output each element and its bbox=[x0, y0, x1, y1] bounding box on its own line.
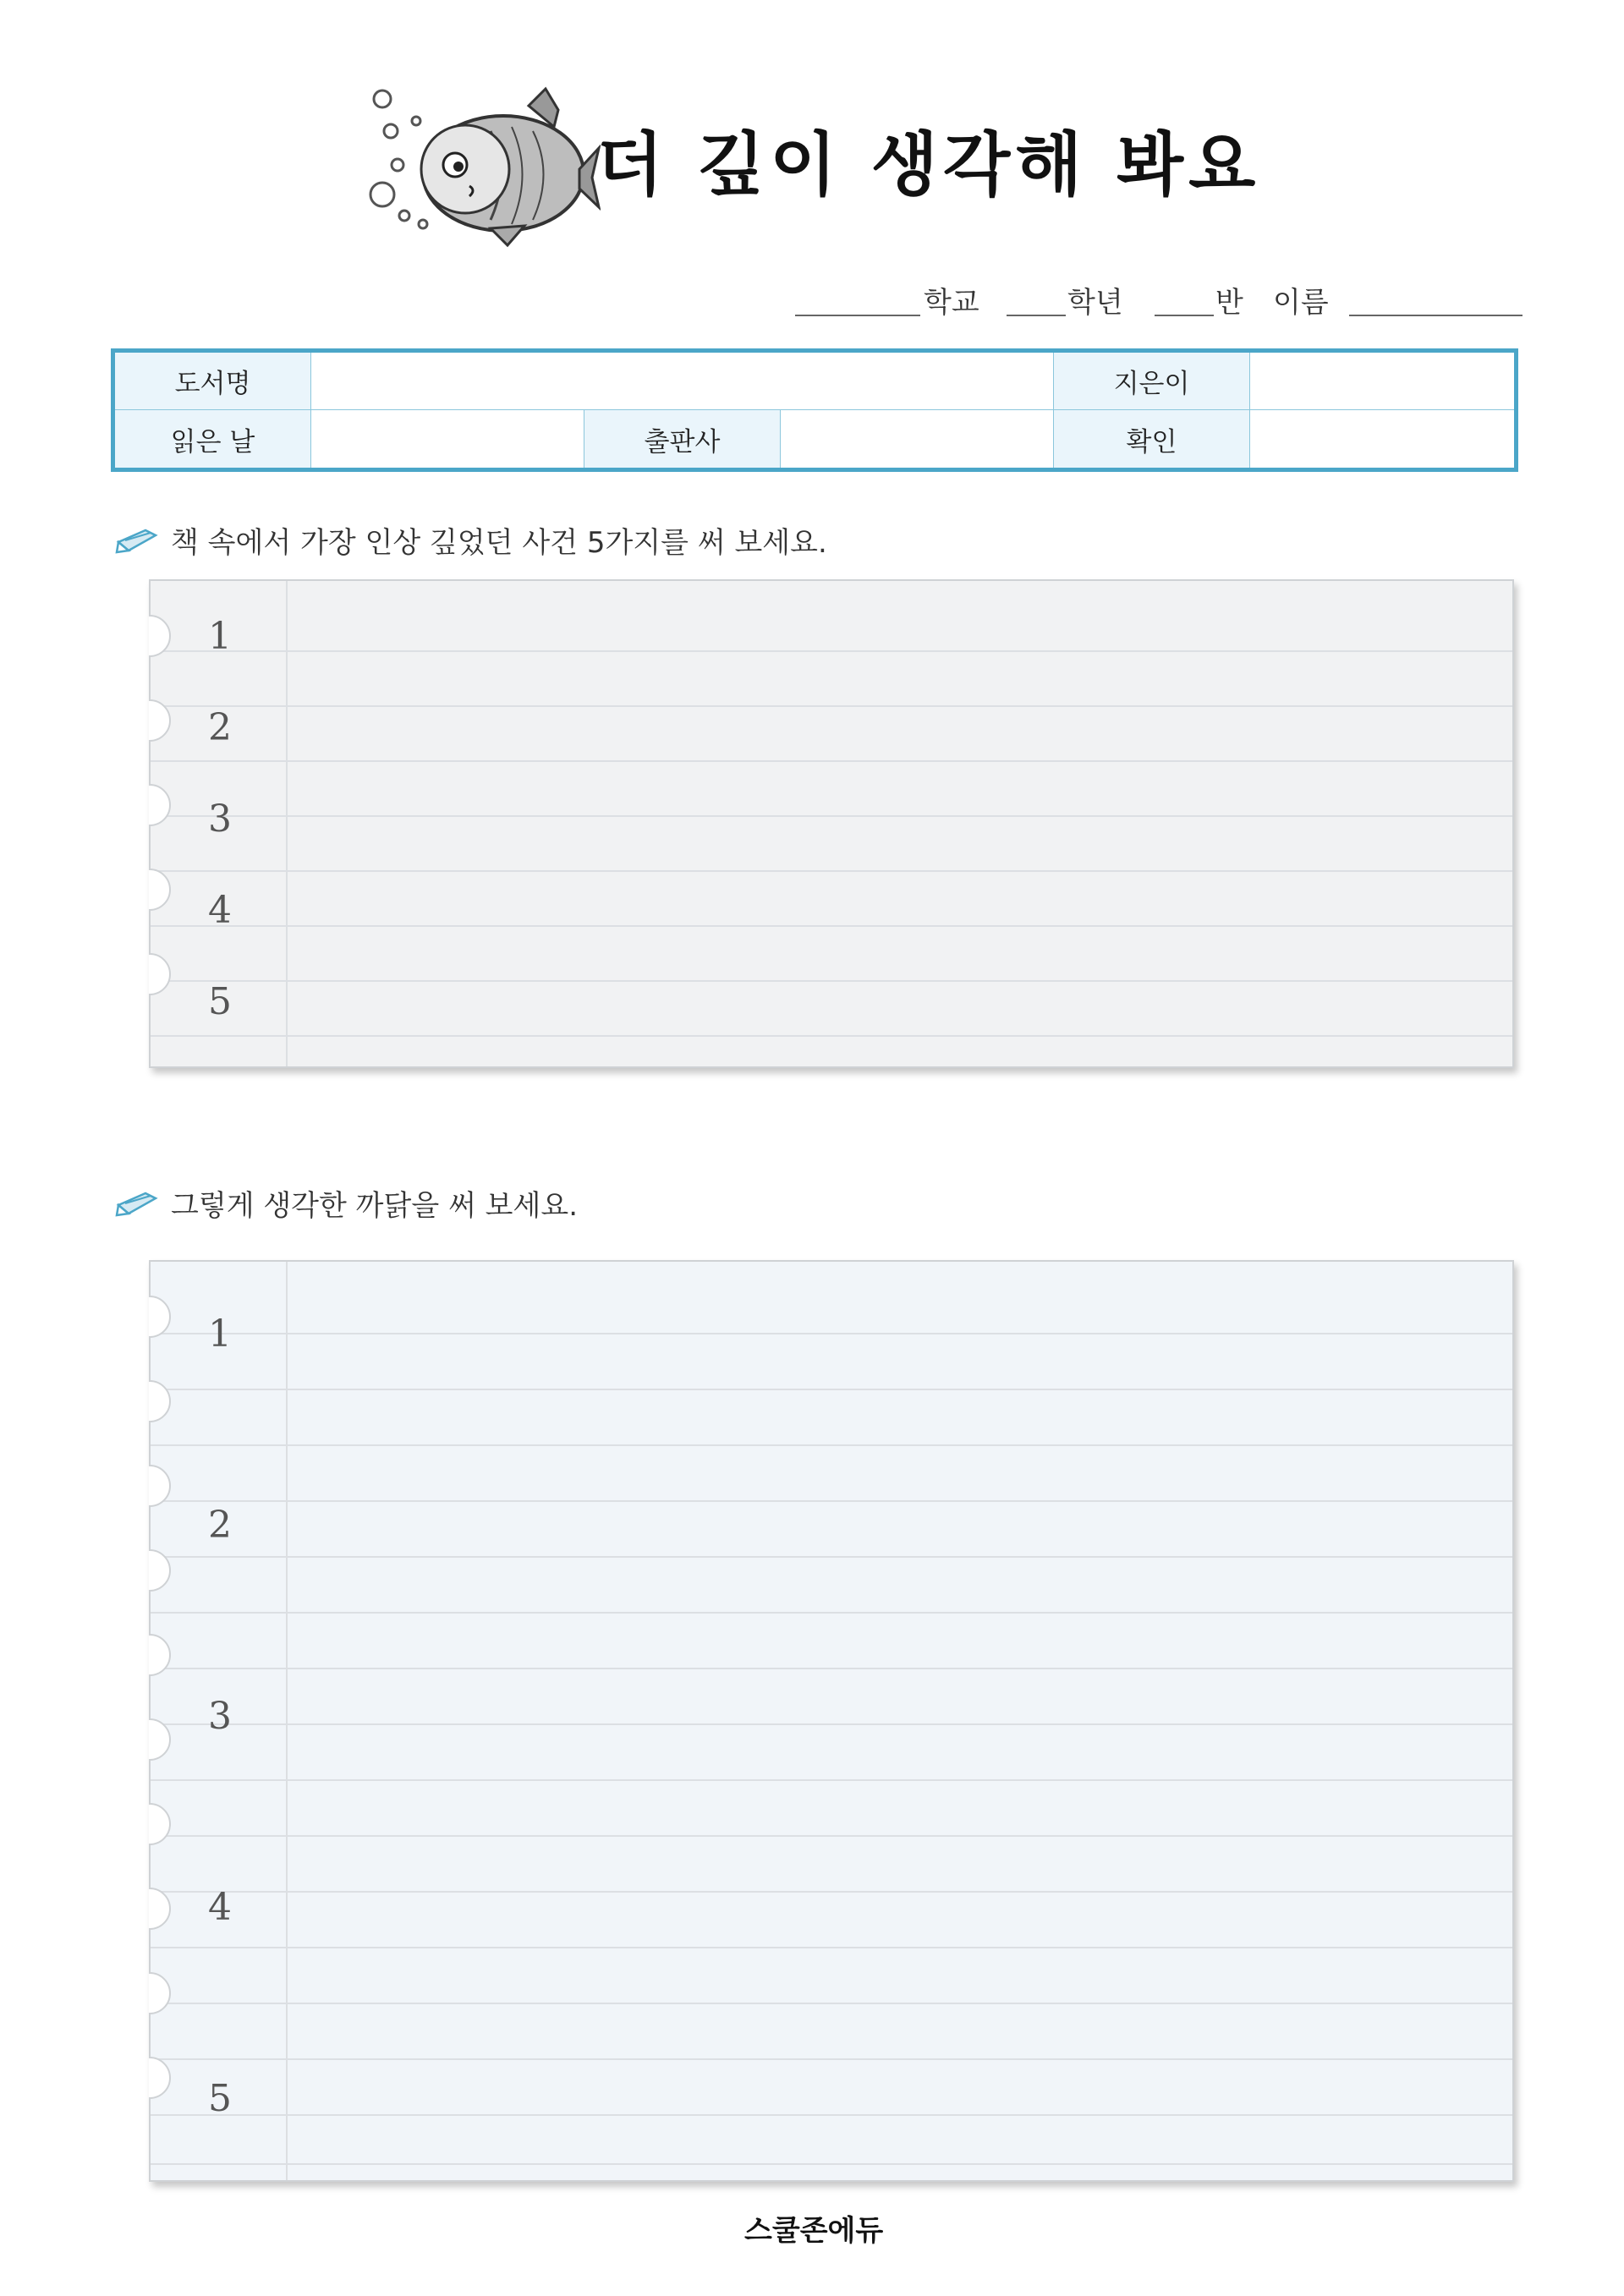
ruled-line bbox=[151, 760, 1512, 762]
section1-prompt bbox=[115, 519, 827, 561]
page-title: 더 깊이 생각해 봐요 bbox=[596, 125, 1261, 205]
book-info-table bbox=[111, 348, 1518, 472]
read-date-field[interactable] bbox=[311, 410, 584, 468]
line-number: 5 bbox=[208, 980, 232, 1023]
ruled-line bbox=[151, 2163, 1512, 2165]
book-title-label: 도서명 bbox=[115, 353, 311, 410]
ruled-line bbox=[151, 1556, 1512, 1558]
name-blank[interactable] bbox=[1349, 315, 1522, 316]
read-date-label: 읽은 날 bbox=[115, 410, 311, 468]
ruled-line bbox=[151, 650, 1512, 652]
line-number: 2 bbox=[208, 706, 232, 749]
section1-prompt-text: 책 속에서 가장 인상 깊었던 사건 5가지를 써 보세요. bbox=[171, 526, 827, 560]
grade-label: 학년 bbox=[1067, 286, 1123, 320]
school-label: 학교 bbox=[924, 286, 979, 320]
ruled-line bbox=[151, 1668, 1512, 1669]
ruled-line bbox=[151, 1612, 1512, 1614]
ruled-line bbox=[151, 1035, 1512, 1037]
ruled-line bbox=[151, 1444, 1512, 1446]
binder-hole bbox=[129, 869, 171, 911]
line-number: 3 bbox=[208, 1695, 232, 1738]
margin-line bbox=[286, 1262, 288, 2180]
binder-hole bbox=[129, 784, 171, 826]
pencil-icon bbox=[115, 525, 159, 556]
ruled-line bbox=[151, 980, 1512, 982]
binder-hole bbox=[129, 1718, 171, 1761]
book-title-field[interactable] bbox=[311, 353, 1054, 410]
publisher-field[interactable] bbox=[781, 410, 1054, 468]
class-label: 반 bbox=[1215, 286, 1243, 320]
notebook-panel-2[interactable] bbox=[149, 1260, 1514, 2182]
school-blank[interactable] bbox=[795, 315, 920, 316]
ruled-line bbox=[151, 1891, 1512, 1893]
line-number: 4 bbox=[208, 1886, 232, 1929]
fish-with-bubbles-icon bbox=[364, 80, 601, 249]
ruled-line bbox=[151, 925, 1512, 927]
binder-hole bbox=[129, 1549, 171, 1592]
binder-hole bbox=[129, 1972, 171, 2014]
ruled-line bbox=[151, 1835, 1512, 1837]
author-field[interactable] bbox=[1250, 353, 1514, 410]
ruled-line bbox=[151, 870, 1512, 872]
ruled-line bbox=[151, 2058, 1512, 2060]
ruled-line bbox=[151, 1500, 1512, 1502]
class-blank[interactable] bbox=[1155, 315, 1214, 316]
check-label: 확인 bbox=[1054, 410, 1250, 468]
ruled-line bbox=[151, 2114, 1512, 2116]
section2-prompt-text: 그렇게 생각한 까닭을 써 보세요. bbox=[171, 1189, 579, 1223]
ruled-line bbox=[151, 1389, 1512, 1390]
binder-hole bbox=[129, 2057, 171, 2099]
binder-hole bbox=[129, 1465, 171, 1507]
name-label: 이름 bbox=[1273, 286, 1329, 320]
ruled-line bbox=[151, 1723, 1512, 1725]
check-field[interactable] bbox=[1250, 410, 1514, 468]
ruled-line bbox=[151, 815, 1512, 817]
notebook-panel-1[interactable] bbox=[149, 579, 1514, 1068]
grade-blank[interactable] bbox=[1007, 315, 1066, 316]
publisher-label: 출판사 bbox=[584, 410, 781, 468]
line-number: 3 bbox=[208, 797, 232, 841]
author-label: 지은이 bbox=[1054, 353, 1250, 410]
binder-hole bbox=[129, 699, 171, 742]
ruled-line bbox=[151, 2003, 1512, 2004]
student-info-row bbox=[795, 279, 1522, 321]
binder-hole bbox=[129, 1296, 171, 1338]
binder-hole bbox=[129, 1380, 171, 1422]
publisher-logo: 스쿨존에듀 bbox=[744, 2214, 884, 2248]
line-number: 4 bbox=[208, 889, 232, 932]
pencil-icon bbox=[115, 1188, 159, 1219]
line-number: 1 bbox=[208, 615, 232, 658]
ruled-line bbox=[151, 705, 1512, 707]
line-number: 2 bbox=[208, 1504, 232, 1547]
margin-line bbox=[286, 581, 288, 1066]
ruled-line bbox=[151, 1779, 1512, 1781]
line-number: 1 bbox=[208, 1312, 232, 1356]
binder-hole bbox=[129, 1803, 171, 1845]
binder-hole bbox=[129, 615, 171, 657]
ruled-line bbox=[151, 1947, 1512, 1948]
binder-hole bbox=[129, 1888, 171, 1930]
line-number: 5 bbox=[208, 2077, 232, 2120]
binder-hole bbox=[129, 1634, 171, 1676]
binder-hole bbox=[129, 953, 171, 995]
ruled-line bbox=[151, 1333, 1512, 1334]
section2-prompt bbox=[115, 1182, 578, 1224]
